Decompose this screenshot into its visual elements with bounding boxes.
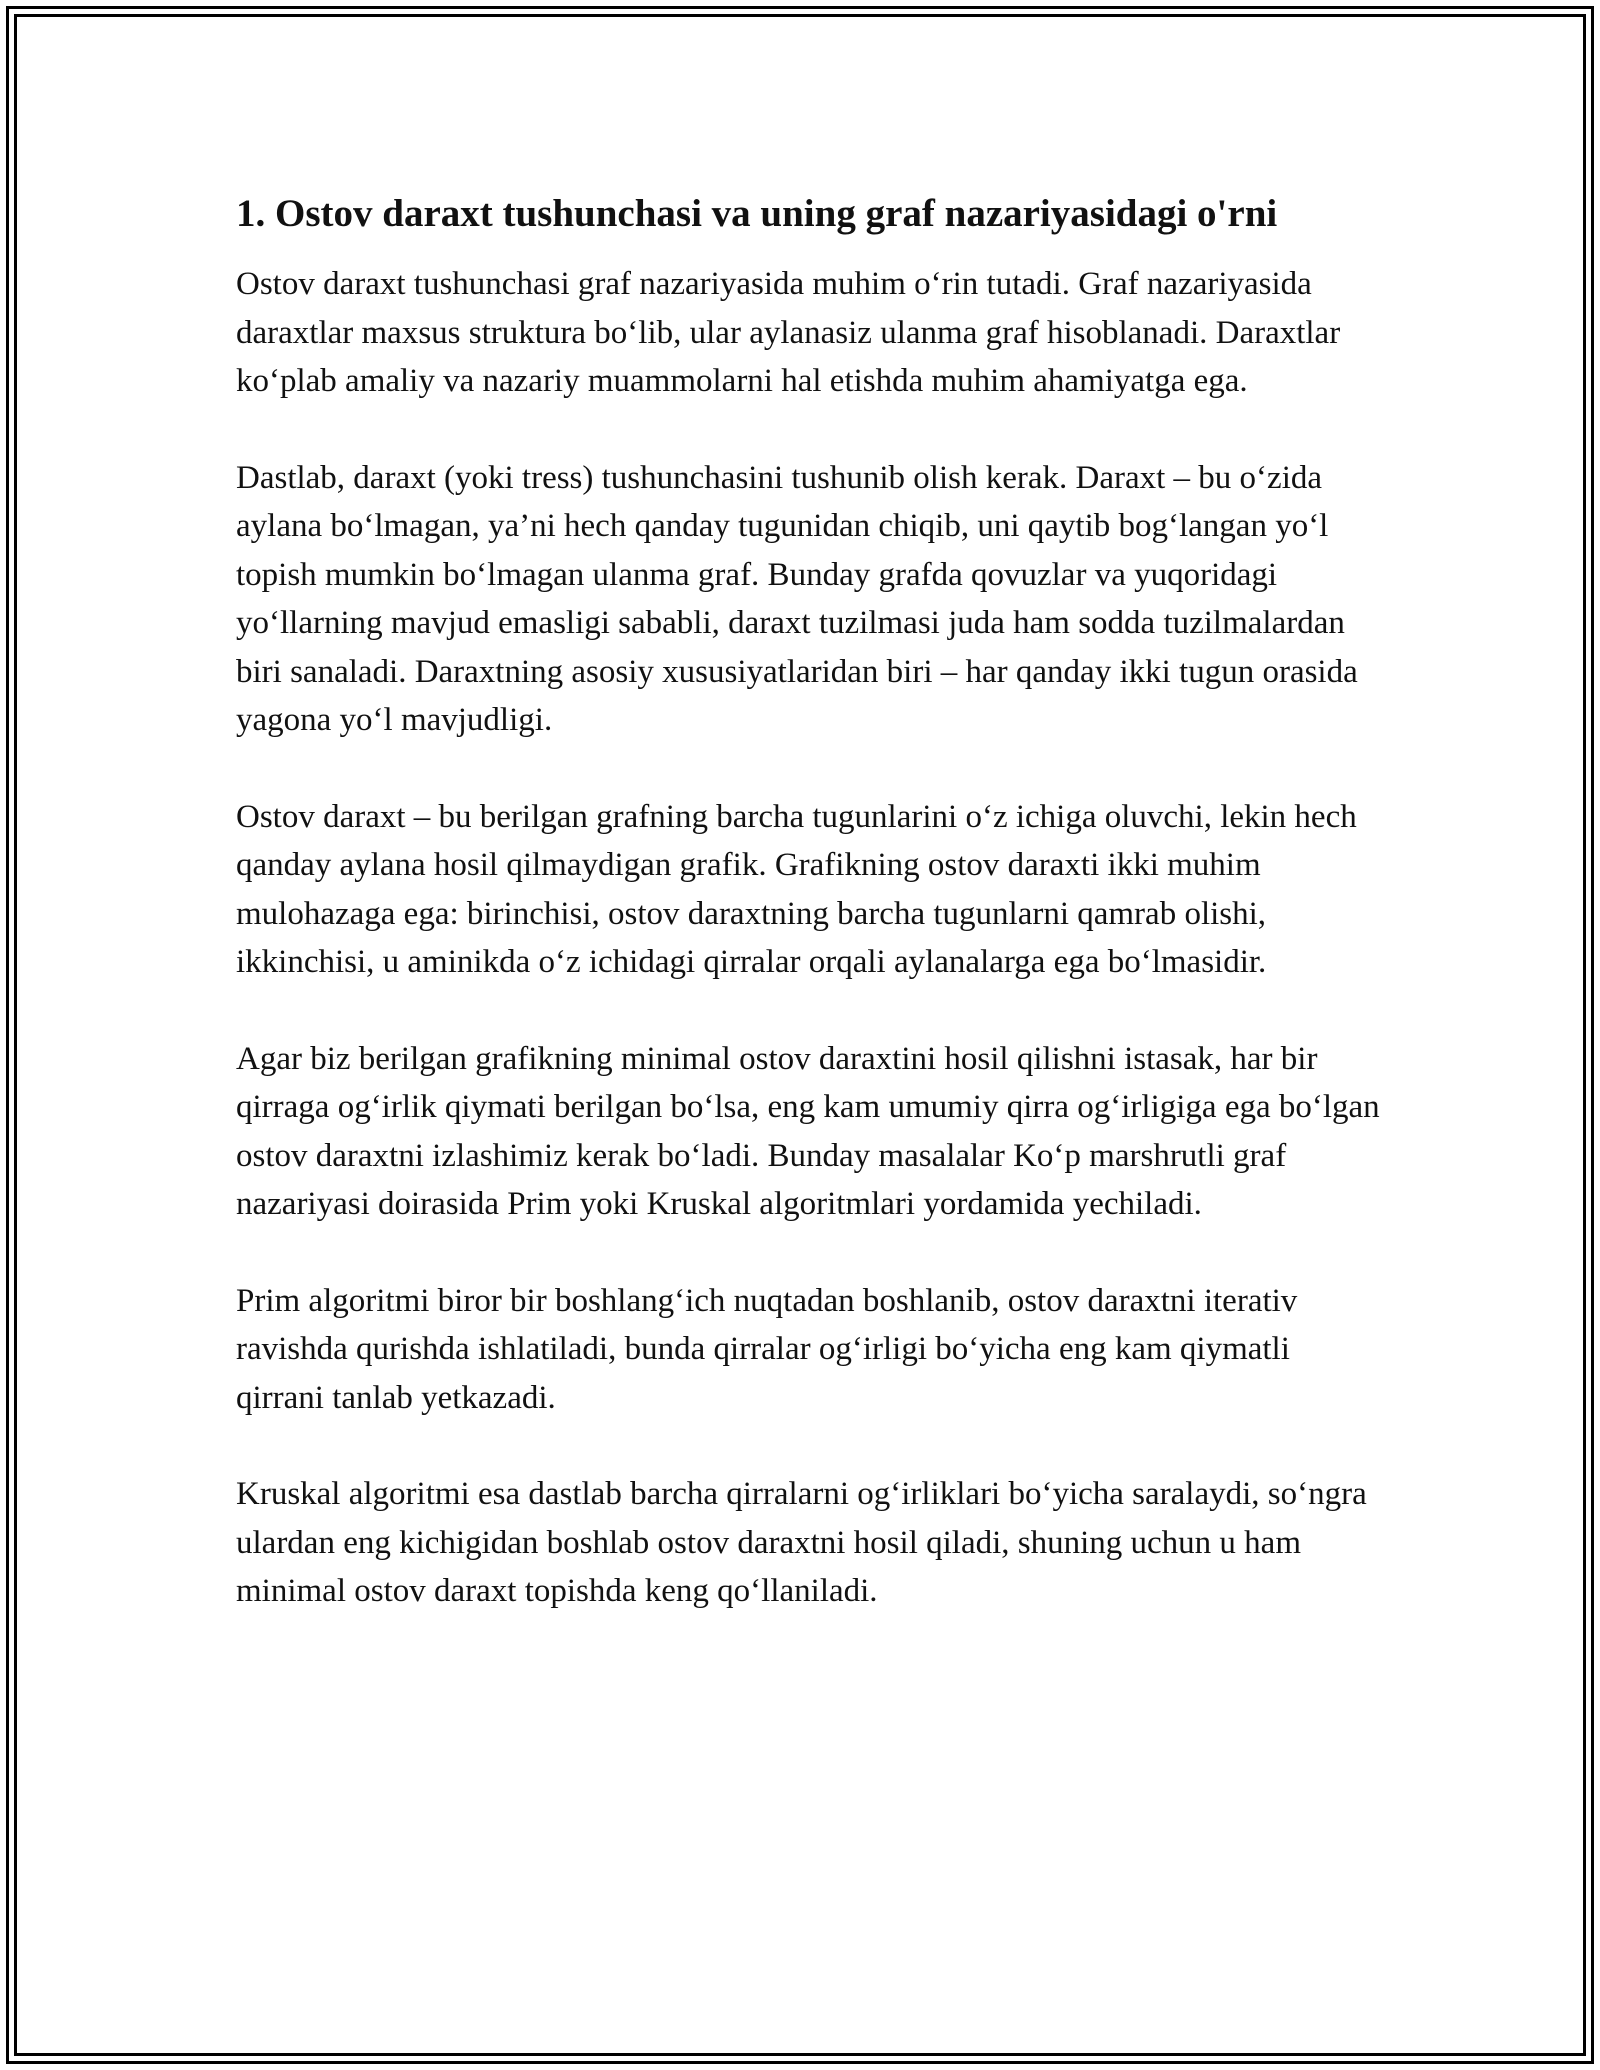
paragraph-2: Dastlab, daraxt (yoki tress) tushunchasini tushunib olish kerak. Daraxt – bu o‘zida aylana bo‘lmagan, ya’ni hech qanday tugunidan chiqib, uni qaytib bog‘langan yo‘l topish mumkin bo‘lmagan ulanma graf. Bunday grafda qovuzlar va yuqoridagi yo‘llarning mavjud emasligi sababli, daraxt tuzilmasi juda ham sodda tuzilmalardan biri sanaladi. Daraxtning asosiy xususiyatlaridan biri – har qanday ikki tugun orasida yagona yo‘l mavjudligi. bbox=[236, 459, 1358, 738]
document-body bbox=[236, 186, 1386, 1664]
paragraph-1: Ostov daraxt tushunchasi graf nazariyasida muhim o‘rin tutadi. Graf nazariyasida daraxtlar maxsus struktura bo‘lib, ular aylanasiz ulanma graf hisoblanadi. Daraxtlar ko‘plab amaliy va nazariy muammolarni hal etishda muhim ahamiyatga ega. bbox=[236, 266, 1341, 399]
section-heading: 1. Ostov daraxt tushunchasi va uning graf nazariyasidagi o'rni bbox=[236, 192, 1278, 235]
paragraph-6: Kruskal algoritmi esa dastlab barcha qirralarni og‘irliklari bo‘yicha saralaydi, so‘ngra ulardan eng kichigidan boshlab ostov daraxtni hosil qiladi, shuning uchun u ham minimal ostov daraxt topishda keng qo‘llaniladi. bbox=[236, 1476, 1367, 1609]
paragraph-4: Agar biz berilgan grafikning minimal ostov daraxtini hosil qilishni istasak, har bir qirraga og‘irlik qiymati berilgan bo‘lsa, eng kam umumiy qirra og‘irligiga ega bo‘lgan ostov daraxtni izlashimiz kerak bo‘ladi. Bunday masalalar Ko‘p marshrutli graf nazariyasi doirasida Prim yoki Kruskal algoritmlari yordamida yechiladi. bbox=[236, 1040, 1380, 1222]
paragraph-3: Ostov daraxt – bu berilgan grafning barcha tugunlarini o‘z ichiga oluvchi, lekin hech qanday aylana hosil qilmaydigan grafik. Grafikning ostov daraxti ikki muhim mulohazaga ega: birinchisi, ostov daraxtning barcha tugunlarni qamrab olishi, ikkinchisi, u aminikda o‘z ichidagi qirralar orqali aylanalarga ega bo‘lmasidir. bbox=[236, 798, 1357, 980]
paragraph-5: Prim algoritmi biror bir boshlang‘ich nuqtadan boshlanib, ostov daraxtni iterativ ravishda qurishda ishlatiladi, bunda qirralar og‘irligi bo‘yicha eng kam qiymatli qirrani tanlab yetkazadi. bbox=[236, 1282, 1298, 1416]
